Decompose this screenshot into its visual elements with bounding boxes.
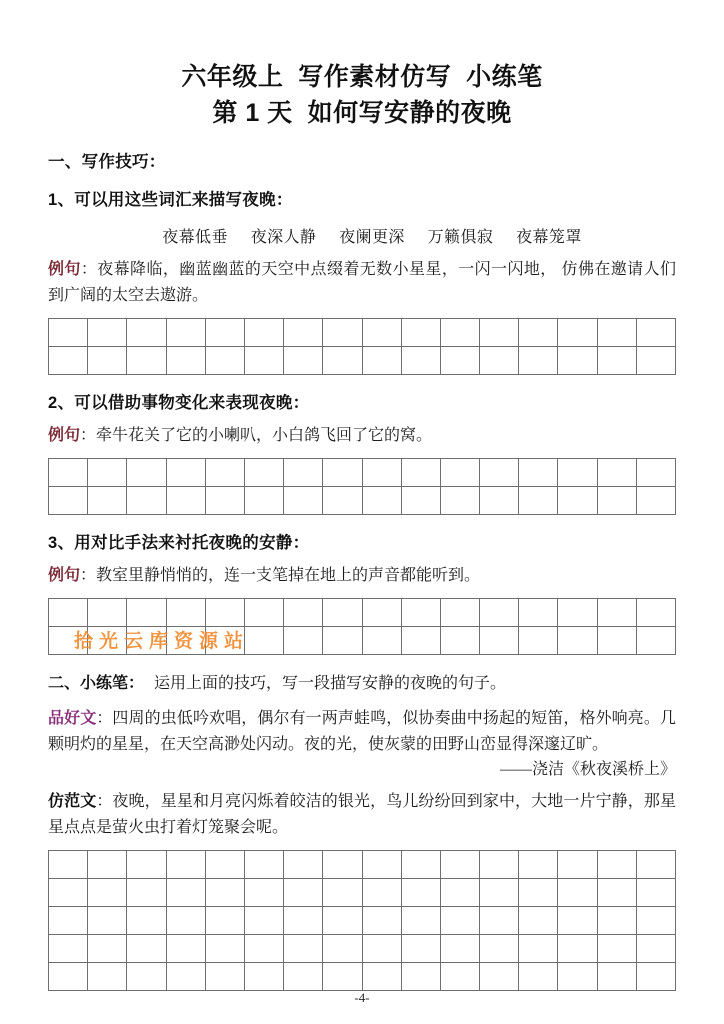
grid-cell[interactable] [636,906,675,934]
grid-cell[interactable] [519,458,558,486]
grid-cell[interactable] [88,626,127,654]
grid-cell[interactable] [362,626,401,654]
grid-cell[interactable] [205,486,244,514]
grid-cell[interactable] [519,626,558,654]
grid-cell[interactable] [401,850,440,878]
grid-cell[interactable] [166,486,205,514]
grid-cell[interactable] [636,458,675,486]
grid-cell[interactable] [127,626,166,654]
example-text: ：夜幕降临，幽蓝幽蓝的天空中点缀着无数小星星，一闪一闪地， 仿佛在邀请人们到广阔的太空去遨游。 [48,261,676,304]
grid-cell[interactable] [49,934,88,962]
grid-cell[interactable] [558,318,597,346]
grid-cell[interactable] [362,906,401,934]
grid-cell[interactable] [88,934,127,962]
grid-cell[interactable] [205,346,244,374]
grid-cell[interactable] [127,318,166,346]
grid-cell[interactable] [440,906,479,934]
grid-cell[interactable] [205,934,244,962]
page-title-line-1: 六年级上 写作素材仿写 小练笔 [181,63,543,91]
grid-cell[interactable] [88,598,127,626]
model-text-block [48,789,676,841]
grid-cell[interactable] [49,486,88,514]
grid-cell[interactable] [244,458,283,486]
grid-cell[interactable] [88,318,127,346]
grid-cell[interactable] [362,934,401,962]
grid-cell[interactable] [205,962,244,990]
grid-cell[interactable] [440,934,479,962]
grid-cell[interactable] [88,962,127,990]
grid-cell[interactable] [558,458,597,486]
grid-cell[interactable] [166,878,205,906]
grid-cell[interactable] [519,850,558,878]
grid-cell[interactable] [49,962,88,990]
grid-cell[interactable] [362,598,401,626]
grid-cell[interactable] [284,878,323,906]
grid-row [49,626,676,654]
grid-cell[interactable] [88,850,127,878]
grid-cell[interactable] [49,346,88,374]
grid-cell[interactable] [127,850,166,878]
grid-cell[interactable] [440,850,479,878]
grid-cell[interactable] [362,486,401,514]
page-number: -4- [354,990,370,1005]
grid-cell[interactable] [205,318,244,346]
grid-cell[interactable] [244,906,283,934]
example-label: 例句 [48,566,81,584]
grid-cell[interactable] [401,486,440,514]
grid-cell[interactable] [49,850,88,878]
tip-2-example [48,423,676,449]
grid-cell[interactable] [480,318,519,346]
grid-cell[interactable] [480,850,519,878]
page-title [48,0,676,131]
grid-cell[interactable] [519,962,558,990]
grid-cell[interactable] [166,346,205,374]
vocabulary-word: 万籁俱寂 [427,229,494,246]
example-text: ：教室里静悄悄的，连一支笔掉在地上的声音都能听到。 [80,566,481,584]
grid-cell[interactable] [440,962,479,990]
grid-cell[interactable] [323,962,362,990]
grid-cell[interactable] [127,346,166,374]
grid-cell[interactable] [440,346,479,374]
grid-cell[interactable] [519,318,558,346]
grid-cell[interactable] [362,850,401,878]
grid-cell[interactable] [127,458,166,486]
grid-cell[interactable] [558,906,597,934]
grid-cell[interactable] [284,598,323,626]
grid-cell[interactable] [244,934,283,962]
grid-cell[interactable] [558,934,597,962]
grid-cell[interactable] [88,486,127,514]
tip-2-grid-wrap [48,458,676,515]
section-two-line [48,671,676,697]
grid-cell[interactable] [597,346,636,374]
grid-cell[interactable] [127,934,166,962]
grid-cell[interactable] [558,598,597,626]
grid-cell[interactable] [558,626,597,654]
grid-cell[interactable] [244,626,283,654]
grid-cell[interactable] [597,906,636,934]
grid-cell[interactable] [597,626,636,654]
grid-row [49,934,676,962]
grid-cell[interactable] [166,962,205,990]
grid-cell[interactable] [244,318,283,346]
grid-cell[interactable] [440,486,479,514]
grid-cell[interactable] [323,850,362,878]
vocabulary-word: 夜阑更深 [339,229,405,246]
grid-row [49,346,676,374]
grid-cell[interactable] [49,906,88,934]
grid-cell[interactable] [166,318,205,346]
grid-cell[interactable] [401,878,440,906]
grid-cell[interactable] [323,598,362,626]
good-text-block [48,706,676,758]
grid-cell[interactable] [323,458,362,486]
grid-cell[interactable] [362,318,401,346]
example-label: 例句 [48,261,81,278]
grid-cell[interactable] [597,486,636,514]
writing-grid[interactable] [48,850,676,991]
grid-cell[interactable] [558,878,597,906]
writing-grid[interactable] [48,598,676,655]
practice-grid-wrap [48,850,676,991]
good-text-body: ：四周的虫低吟欢唱，偶尔有一两声蛙鸣，似协奏曲中扬起的短笛，格外响亮。几颗明灼的星星，在天空高渺处闪动。夜的光，使灰蒙的田野山峦显得深邃辽旷。 [48,710,676,754]
grid-cell[interactable] [127,962,166,990]
example-text: ：牵牛花关了它的小喇叭，小白鸽飞回了它的窝。 [80,426,433,444]
grid-cell[interactable] [597,318,636,346]
grid-cell[interactable] [166,934,205,962]
grid-cell[interactable] [480,906,519,934]
grid-cell[interactable] [284,934,323,962]
grid-cell[interactable] [597,598,636,626]
grid-cell[interactable] [636,878,675,906]
grid-cell[interactable] [127,878,166,906]
grid-cell[interactable] [323,626,362,654]
grid-cell[interactable] [49,878,88,906]
grid-row [49,486,676,514]
grid-cell[interactable] [597,458,636,486]
grid-row [49,850,676,878]
grid-cell[interactable] [166,598,205,626]
tip-2-heading: 2、可以借助事物变化来表现夜晚： [48,393,310,412]
example-label: 例句 [48,426,81,444]
grid-cell[interactable] [205,626,244,654]
grid-cell[interactable] [244,850,283,878]
section-two-instruction: 运用上面的技巧，写一段描写安静的夜晚的句子。 [154,674,507,692]
grid-cell[interactable] [284,626,323,654]
grid-cell[interactable] [49,458,88,486]
grid-cell[interactable] [205,850,244,878]
grid-cell[interactable] [519,486,558,514]
page-title-line-2: 第 1 天 如何写安静的夜晚 [212,98,512,127]
grid-cell[interactable] [401,346,440,374]
writing-grid[interactable] [48,318,676,375]
grid-cell[interactable] [362,878,401,906]
grid-cell[interactable] [205,878,244,906]
tip-1-heading: 1、可以用这些词汇来描写夜晚： [48,191,293,209]
grid-cell[interactable] [401,906,440,934]
grid-cell[interactable] [166,458,205,486]
grid-cell[interactable] [636,934,675,962]
grid-cell[interactable] [284,458,323,486]
grid-cell[interactable] [558,962,597,990]
grid-cell[interactable] [480,458,519,486]
grid-cell[interactable] [480,878,519,906]
grid-cell[interactable] [519,346,558,374]
grid-cell[interactable] [127,486,166,514]
attribution: ——浇洁《秋夜溪桥上》 [499,761,676,779]
grid-cell[interactable] [323,486,362,514]
grid-cell[interactable] [49,318,88,346]
tip-3-heading: 3、用对比手法来衬托夜晚的安静： [48,533,310,552]
grid-cell[interactable] [401,626,440,654]
grid-cell[interactable] [166,850,205,878]
grid-cell[interactable] [362,962,401,990]
grid-cell[interactable] [519,906,558,934]
grid-cell[interactable] [636,626,675,654]
grid-cell[interactable] [49,598,88,626]
grid-cell[interactable] [519,878,558,906]
section-two-heading: 二、小练笔： [48,674,145,692]
grid-cell[interactable] [597,934,636,962]
grid-cell[interactable] [440,458,479,486]
grid-cell[interactable] [558,346,597,374]
grid-cell[interactable] [323,346,362,374]
grid-cell[interactable] [558,486,597,514]
grid-cell[interactable] [440,878,479,906]
grid-cell[interactable] [88,458,127,486]
grid-cell[interactable] [284,346,323,374]
grid-cell[interactable] [244,486,283,514]
section-one-heading: 一、写作技巧： [48,153,166,171]
grid-cell[interactable] [480,486,519,514]
grid-cell[interactable] [636,962,675,990]
grid-cell[interactable] [636,598,675,626]
grid-cell[interactable] [88,906,127,934]
grid-cell[interactable] [284,850,323,878]
grid-row [49,318,676,346]
grid-cell[interactable] [440,626,479,654]
tip-3-example [48,563,676,589]
grid-cell[interactable] [284,962,323,990]
grid-row [49,906,676,934]
grid-cell[interactable] [440,318,479,346]
grid-cell[interactable] [480,598,519,626]
grid-cell[interactable] [636,850,675,878]
grid-cell[interactable] [519,598,558,626]
grid-cell[interactable] [597,962,636,990]
watermark-text: 拾光云库资源站 [74,630,250,652]
grid-cell[interactable] [323,318,362,346]
grid-cell[interactable] [323,878,362,906]
good-text-label: 品好文 [48,710,97,728]
vocabulary-list [48,224,676,247]
grid-cell[interactable] [519,934,558,962]
grid-cell[interactable] [636,318,675,346]
grid-cell[interactable] [480,626,519,654]
tip-1-example [48,257,676,309]
grid-cell[interactable] [401,458,440,486]
model-text-label: 仿范文 [48,793,97,811]
grid-cell[interactable] [558,850,597,878]
grid-cell[interactable] [284,486,323,514]
grid-cell[interactable] [166,906,205,934]
grid-row [49,458,676,486]
grid-cell[interactable] [244,878,283,906]
grid-cell[interactable] [88,878,127,906]
grid-cell[interactable] [401,318,440,346]
grid-row [49,962,676,990]
grid-cell[interactable] [166,626,205,654]
grid-cell[interactable] [323,934,362,962]
grid-cell[interactable] [401,962,440,990]
tip-1-grid-wrap [48,318,676,375]
writing-grid[interactable] [48,458,676,515]
vocabulary-word: 夜幕低垂 [162,229,228,246]
grid-cell[interactable] [244,346,283,374]
grid-cell[interactable] [244,962,283,990]
grid-cell[interactable] [362,458,401,486]
grid-cell[interactable] [205,458,244,486]
grid-cell[interactable] [127,598,166,626]
grid-cell[interactable] [284,906,323,934]
model-text-body: ：夜晚，星星和月亮闪烁着皎洁的银光，鸟儿纷纷回到家中，大地一片宁静，那星星点点是萤火虫打着灯笼聚会呢。 [48,793,676,836]
vocabulary-word: 夜幕笼罩 [516,229,582,246]
grid-cell[interactable] [636,486,675,514]
vocabulary-word: 夜深人静 [250,229,317,246]
grid-cell[interactable] [88,346,127,374]
grid-cell[interactable] [205,906,244,934]
grid-cell[interactable] [480,962,519,990]
grid-cell[interactable] [401,934,440,962]
grid-cell[interactable] [440,598,479,626]
grid-row [49,598,676,626]
grid-cell[interactable] [480,934,519,962]
grid-cell[interactable] [636,346,675,374]
grid-cell[interactable] [127,906,166,934]
grid-cell[interactable] [49,626,88,654]
grid-cell[interactable] [480,346,519,374]
grid-cell[interactable] [362,346,401,374]
grid-cell[interactable] [597,878,636,906]
grid-cell[interactable] [205,598,244,626]
grid-cell[interactable] [244,598,283,626]
grid-cell[interactable] [597,850,636,878]
grid-row [49,878,676,906]
tip-3-grid-wrap [48,598,676,655]
grid-cell[interactable] [323,906,362,934]
grid-cell[interactable] [401,598,440,626]
grid-cell[interactable] [284,318,323,346]
